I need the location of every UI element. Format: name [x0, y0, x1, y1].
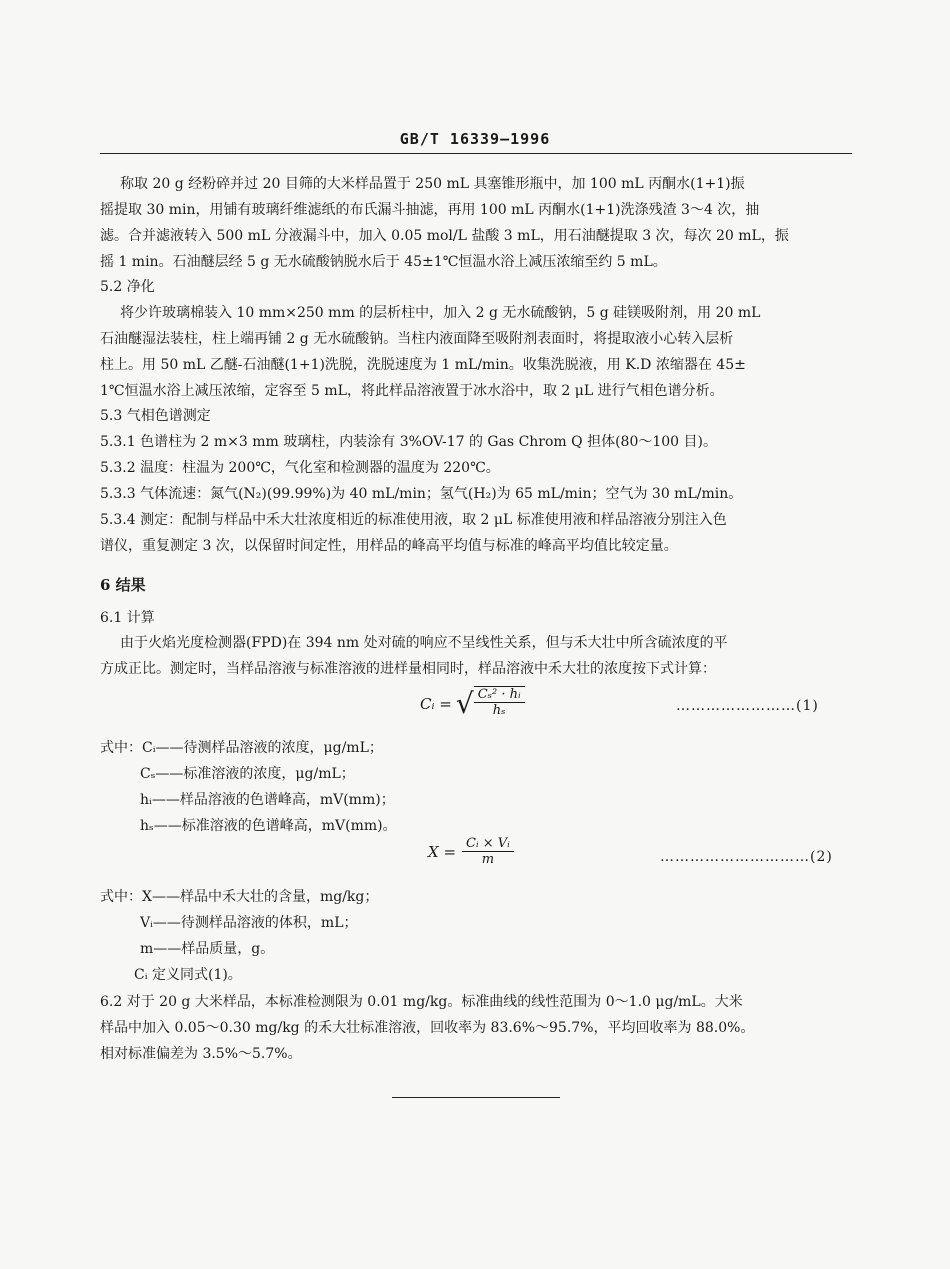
p1-line-3: 滤。合并滤液转入 500 mL 分液漏斗中，加入 0.05 mol/L 盐酸 3 mL，用石油醚提取 3 次，每次 20 mL，振 — [100, 228, 789, 244]
where2-line-2: Vᵢ——待测样品溶液的体积，mL； — [140, 915, 358, 931]
section-6-2-line-1: 6.2 对于 20 g 大米样品，本标准检测限为 0.01 mg/kg。标准曲线的线性范围为 0～1.0 μg/mL。大米 — [100, 994, 743, 1010]
formula-1-number: ……………………(1) — [676, 698, 819, 714]
where1-line-4: hₛ——标准溶液的色谱峰高，mV(mm)。 — [140, 818, 397, 834]
formula-2-lhs: X = — [428, 842, 457, 861]
p2-line-3: 柱上。用 50 mL 乙醚-石油醚(1+1)洗脱，洗脱速度为 1 mL/min。收集洗脱液，用 K.D 浓缩器在 45± — [100, 357, 746, 373]
header-rule — [100, 153, 852, 154]
section-5-3-2: 5.3.2 温度：柱温为 200℃，气化室和检测器的温度为 220℃。 — [100, 460, 500, 476]
p1-line-1: 称取 20 g 经粉碎并过 20 目筛的大米样品置于 250 mL 具塞锥形瓶中，加 100 mL 丙酮水(1+1)振 — [120, 176, 745, 192]
p2-line-4: 1℃恒温水浴上减压浓缩，定容至 5 mL，将此样品溶液置于冰水浴中，取 2 μL 进行气相色谱分析。 — [100, 383, 724, 399]
where1-line-1: 式中：Cᵢ——待测样品溶液的浓度，μg/mL； — [100, 740, 383, 756]
formula-1-lhs: Cᵢ = — [420, 695, 452, 713]
end-rule — [392, 1097, 560, 1098]
formula-1-denominator: hₛ — [492, 703, 506, 718]
p1-line-2: 摇提取 30 min，用铺有玻璃纤维滤纸的布氏漏斗抽滤，再用 100 mL 丙酮水(1+1)洗涤残渣 3～4 次，抽 — [100, 202, 760, 218]
section-5-3-4-line-1: 5.3.4 测定：配制与样品中禾大壮浓度相近的标准使用液，取 2 μL 标准使用液和样品溶液分别注入色 — [100, 512, 727, 528]
section-5-2-heading: 5.2 净化 — [100, 279, 155, 295]
section-6-1-heading: 6.1 计算 — [100, 610, 155, 626]
formula-2-number: …………………………(2) — [660, 849, 833, 865]
p2-line-1: 将少许玻璃棉装入 10 mm×250 mm 的层析柱中，加入 2 g 无水硫酸钠，5 g 硅镁吸附剂，用 20 mL — [120, 305, 761, 321]
where2-line-1: 式中：X——样品中禾大壮的含量，mg/kg； — [100, 889, 379, 905]
formula-2-numerator: Cᵢ × Vᵢ — [462, 836, 514, 852]
sqrt-sign — [456, 686, 525, 722]
section-5-3-1: 5.3.1 色谱柱为 2 m×3 mm 玻璃柱，内装涂有 3%OV-17 的 Gas Chrom Q 担体(80～100 目)。 — [100, 434, 717, 450]
section-5-3-3: 5.3.3 气体流速：氮气(N₂)(99.99%)为 40 mL/min；氢气(H₂)为 65 mL/min；空气为 30 mL/min。 — [100, 486, 743, 502]
where1-line-2: Cₛ——标准溶液的浓度，μg/mL； — [140, 766, 355, 782]
where2-line-3: m——样品质量，g。 — [140, 941, 275, 957]
section-6-2-line-3: 相对标准偏差为 3.5%～5.7%。 — [100, 1046, 302, 1062]
section-6-2-line-2: 样品中加入 0.05～0.30 mg/kg 的禾大壮标准溶液，回收率为 83.6%～95.7%，平均回收率为 88.0%。 — [100, 1020, 755, 1036]
p3-line-2: 方成正比。测定时，当样品溶液与标准溶液的进样量相同时，样品溶液中禾大壮的浓度按下式计算： — [100, 661, 716, 677]
formula-1 — [420, 686, 525, 722]
formula-1-numerator: Cₛ² · hᵢ — [474, 687, 525, 703]
section-6-heading: 6 结果 — [100, 576, 146, 594]
p1-line-4: 摇 1 min。石油醚层经 5 g 无水硫酸钠脱水后于 45±1℃恒温水浴上减压浓缩至约 5 mL。 — [100, 254, 667, 270]
p2-line-2: 石油醚湿法装柱，柱上端再铺 2 g 无水硫酸钠。当柱内液面降至吸附剂表面时，将提取液小心转入层析 — [100, 331, 734, 347]
where1-line-3: hᵢ——样品溶液的色谱峰高，mV(mm)； — [140, 792, 395, 808]
formula-2 — [428, 836, 514, 867]
where2-line-4: Cᵢ 定义同式(1)。 — [134, 967, 242, 983]
section-5-3-heading: 5.3 气相色谱测定 — [100, 408, 211, 424]
formula-2-denominator: m — [481, 852, 495, 867]
p3-line-1: 由于火焰光度检测器(FPD)在 394 nm 处对硫的响应不呈线性关系，但与禾大壮中所含硫浓度的平 — [120, 635, 728, 651]
standard-code-header: GB/T 16339—1996 — [399, 130, 551, 148]
radical-icon: √ — [455, 687, 474, 720]
section-5-3-4-line-2: 谱仪，重复测定 3 次，以保留时间定性，用样品的峰高平均值与标准的峰高平均值比较定量。 — [100, 538, 678, 554]
